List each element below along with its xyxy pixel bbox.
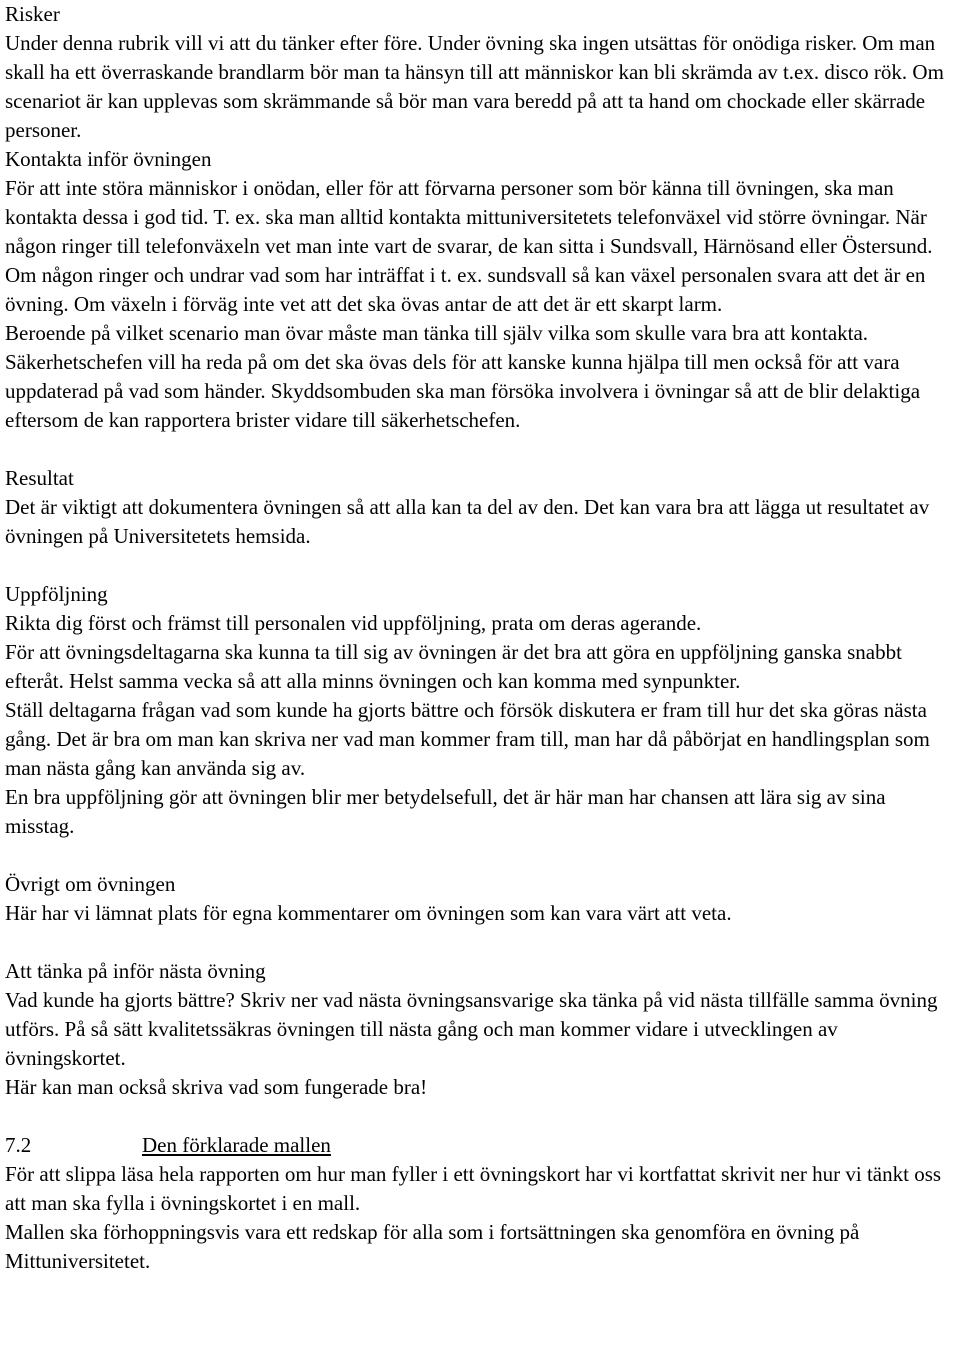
heading-ovrigt: Övrigt om övningen <box>5 872 176 896</box>
paragraph-risker: Under denna rubrik vill vi att du tänker efter före. Under övning ska ingen utsättas för onödiga risker. Om man skall ha ett överraskande brandlarm bör man ta hänsyn till att människor kan bli skrämda av t.ex. disco rök. Om scenariot är kan upplevas som skrämmande så bör man vara beredd på att ta hand om chockade eller skärrade personer. <box>5 31 944 142</box>
spacer <box>5 435 960 464</box>
document-page <box>5 0 960 1276</box>
paragraph-mallen-1: För att slippa läsa hela rapporten om hur man fyller i ett övningskort har vi kortfattat skrivit ner hur vi tänkt oss att man ska fylla i övningskortet i en mall. <box>5 1162 942 1215</box>
paragraph-mallen-2: Mallen ska förhoppningsvis vara ett redskap för alla som i fortsättningen ska genomföra en övning på Mittuniversitetet. <box>5 1220 860 1273</box>
paragraph-uppfoljning-2: För att övningsdeltagarna ska kunna ta till sig av övningen är det bra att göra en uppföljning ganska snabbt efteråt. Helst samma vecka så att alla minns övningen och kan komma med synpunkter. <box>5 640 902 693</box>
paragraph-uppfoljning-1: Rikta dig först och främst till personalen vid uppföljning, prata om deras agerande. <box>5 611 702 635</box>
section-title: Den förklarade mallen <box>142 1133 331 1157</box>
spacer <box>5 1102 960 1131</box>
section-number: 7.2 <box>5 1133 32 1157</box>
paragraph-nasta-ovning-2: Här kan man också skriva vad som fungerade bra! <box>5 1075 428 1099</box>
spacer <box>5 551 960 580</box>
paragraph-kontakta-2: Beroende på vilket scenario man övar måste man tänka till själv vilka som skulle vara bra att kontakta. Säkerhetschefen vill ha reda på om det ska övas dels för att kanske kunna hjälpa till men också för att vara uppdaterad på vad som händer. Skyddsombuden ska man försöka involvera i övningar så att de blir delaktiga eftersom de kan rapportera brister vidare till säkerhetschefen. <box>5 321 921 432</box>
heading-risker: Risker <box>5 2 60 26</box>
paragraph-ovrigt: Här har vi lämnat plats för egna kommentarer om övningen som kan vara värt att veta. <box>5 901 732 925</box>
spacer <box>5 841 960 870</box>
section-heading-7-2 <box>5 1131 960 1160</box>
paragraph-resultat: Det är viktigt att dokumentera övningen så att alla kan ta del av den. Det kan vara bra att lägga ut resultatet av övningen på Universitetets hemsida. <box>5 495 930 548</box>
paragraph-uppfoljning-3: Ställ deltagarna frågan vad som kunde ha gjorts bättre och försök diskutera er fram till hur det ska göras nästa gång. Det är bra om man kan skriva ner vad man kommer fram till, man har då påbörjat en handlingsplan som man nästa gång kan använda sig av. <box>5 698 930 780</box>
spacer <box>5 928 960 957</box>
paragraph-kontakta-1: För att inte störa människor i onödan, eller för att förvarna personer som bör känna till övningen, ska man kontakta dessa i god tid. T. ex. ska man alltid kontakta mittuniversitetets telefonväxel vid större övningar. När någon ringer till telefonväxeln vet man inte vart de svarar, de kan sitta i Sundsvall, Härnösand eller Östersund. Om någon ringer och undrar vad som har inträffat i t. ex. sundsvall så kan växel personalen svara att det är en övning. Om växeln i förväg inte vet att det ska övas antar de att det är ett skarpt larm. <box>5 176 933 316</box>
paragraph-uppfoljning-4: En bra uppföljning gör att övningen blir mer betydelsefull, det är här man har chansen att lära sig av sina misstag. <box>5 785 886 838</box>
paragraph-nasta-ovning-1: Vad kunde ha gjorts bättre? Skriv ner vad nästa övningsansvarige ska tänka på vid nästa tillfälle samma övning utförs. På så sätt kvalitetssäkras övningen till nästa gång och man kommer vidare i utvecklingen av övningskortet. <box>5 988 938 1070</box>
heading-resultat: Resultat <box>5 466 74 490</box>
heading-nasta-ovning: Att tänka på inför nästa övning <box>5 959 266 983</box>
heading-uppfoljning: Uppföljning <box>5 582 108 606</box>
heading-kontakta: Kontakta inför övningen <box>5 147 212 171</box>
